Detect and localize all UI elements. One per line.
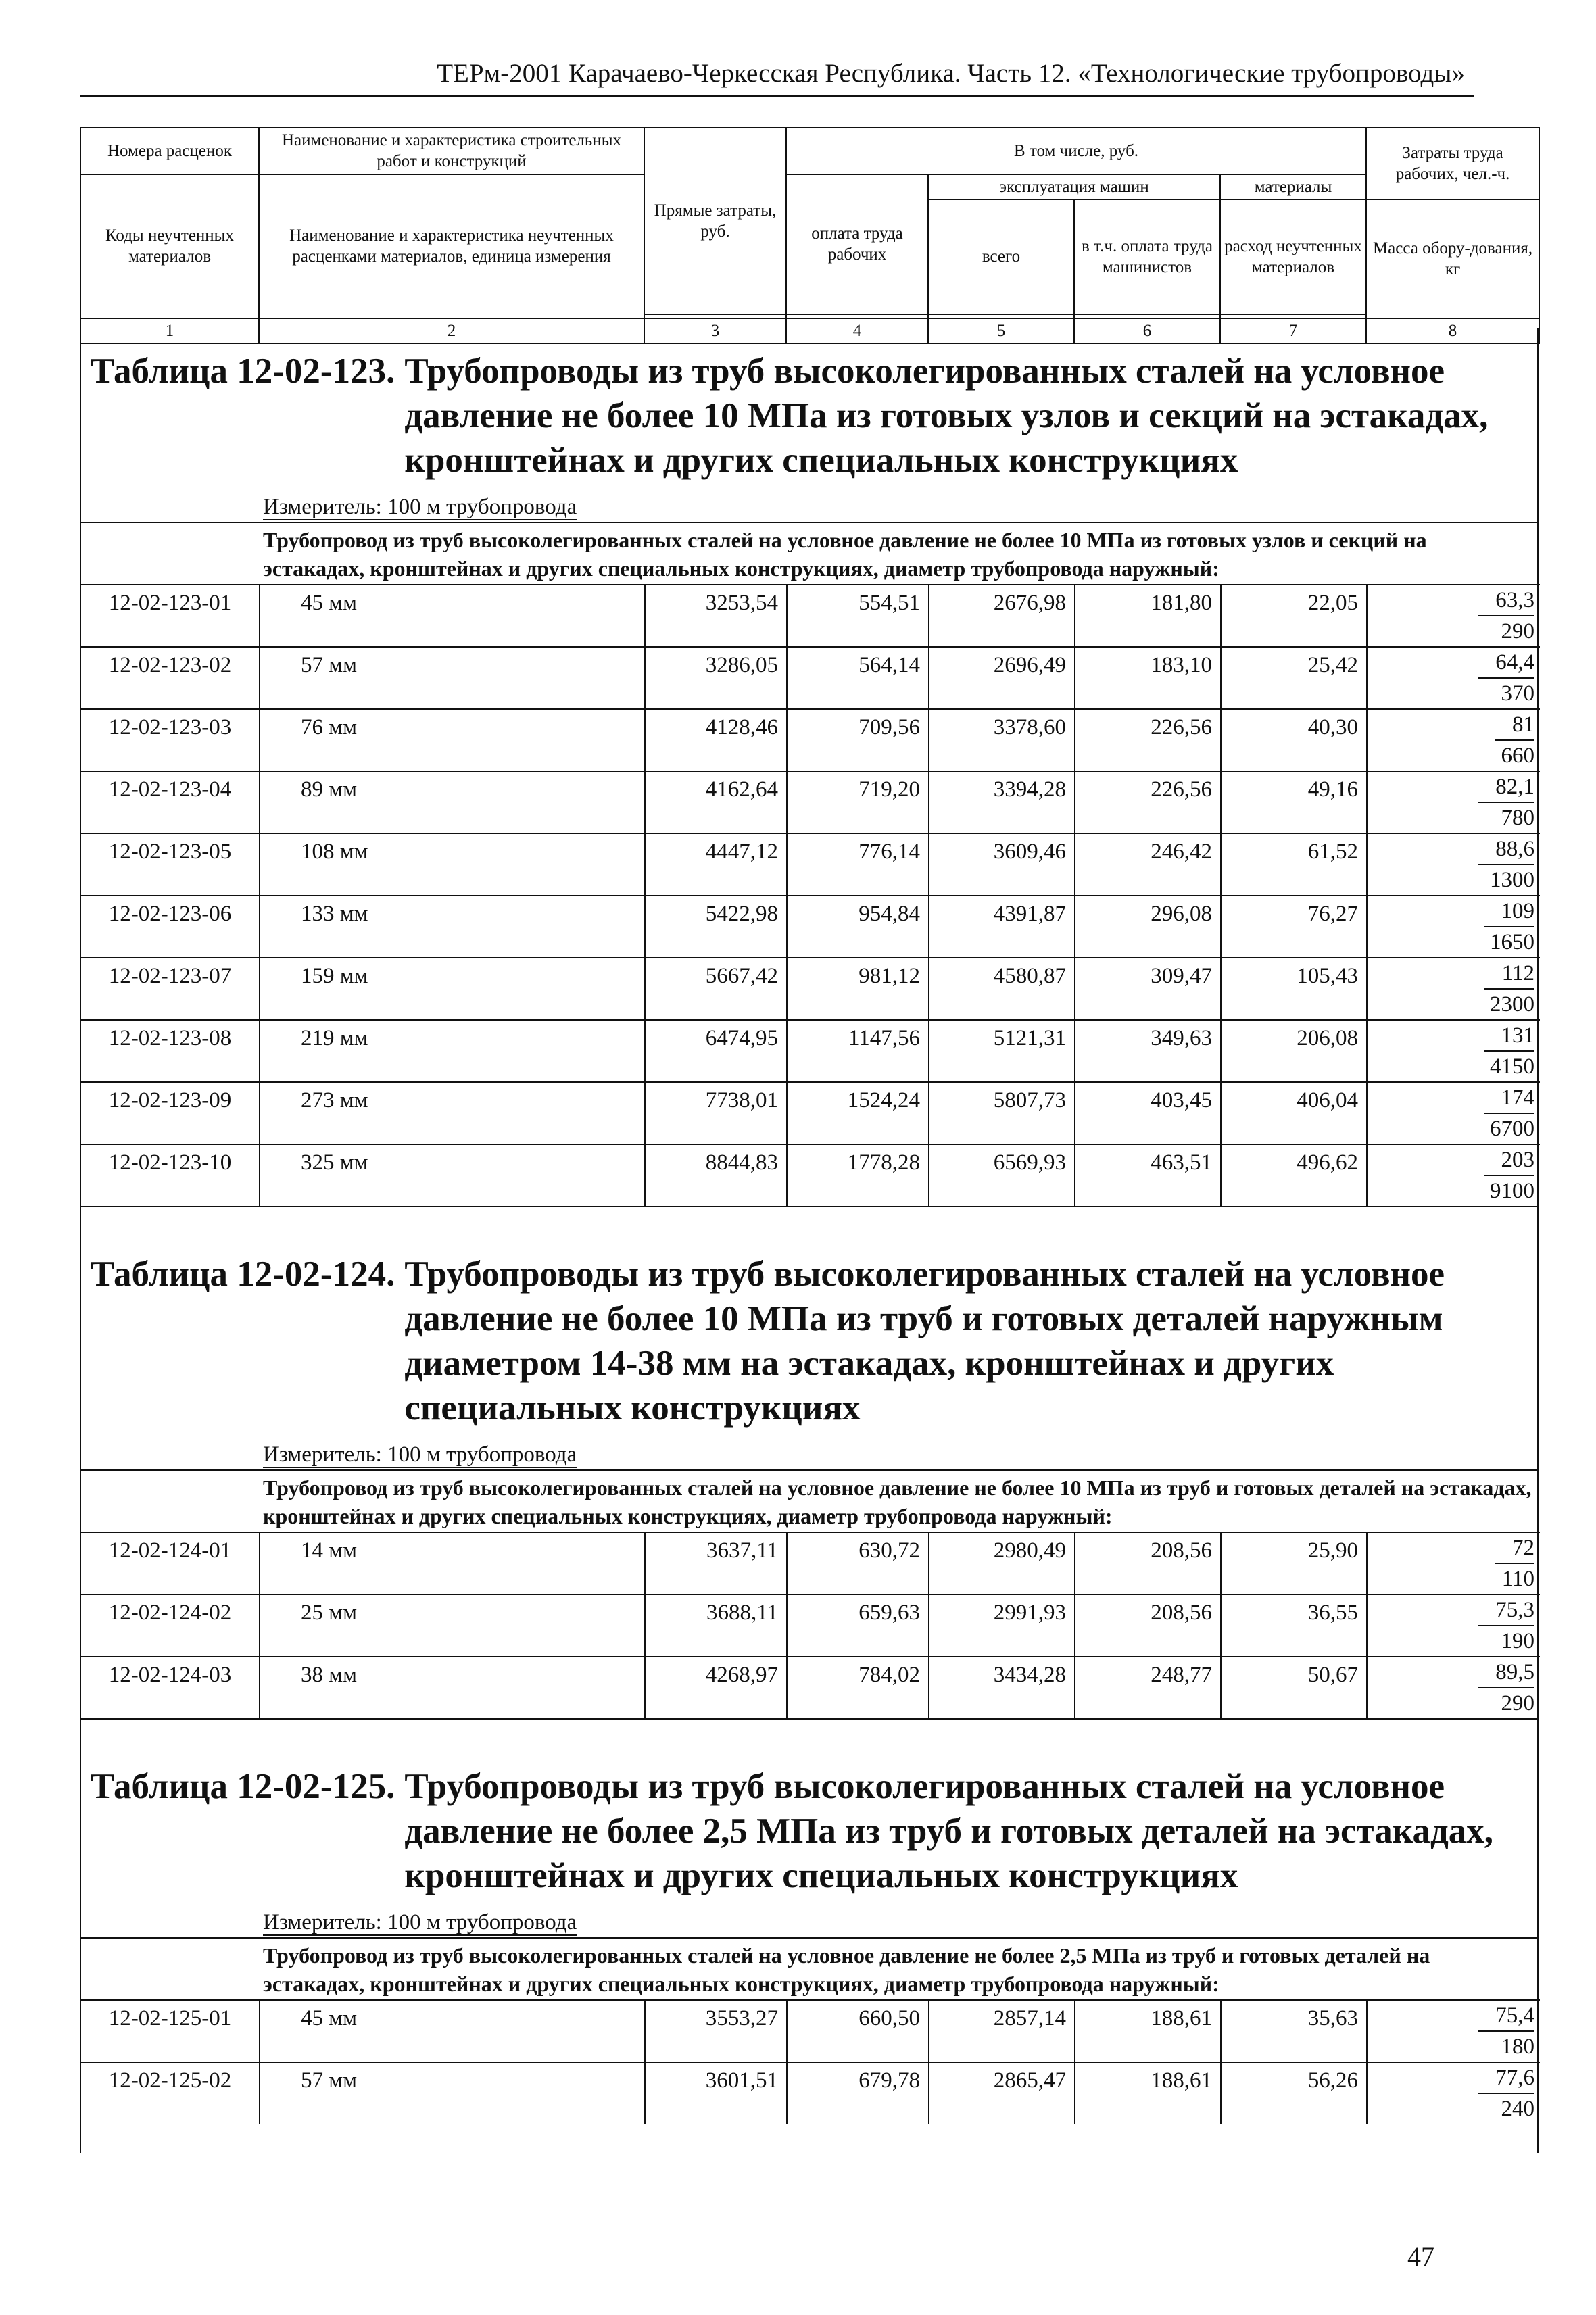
cell-materials: 105,43 bbox=[1221, 958, 1367, 1020]
cell-materials: 49,16 bbox=[1221, 771, 1367, 833]
labor-value: 75,3 bbox=[1478, 1595, 1534, 1626]
cell-wage: 1778,28 bbox=[787, 1144, 929, 1206]
table-description: Трубопровод из труб высоколегированных сталей на условное давление не более 10 МПа из готовых узлов и секций на эстакадах, кронштейнах и других специальных конструкциях, диаметр трубопровода наружный: bbox=[81, 522, 1537, 584]
labor-value: 109 bbox=[1484, 896, 1535, 927]
col-header-materials: материалы bbox=[1220, 174, 1366, 199]
cell-labor-mass bbox=[1367, 647, 1540, 709]
col-header-labor: Затраты труда рабочих, чел.-ч. bbox=[1366, 128, 1539, 199]
rate-code: 12-02-124-02 bbox=[81, 1594, 260, 1657]
cell-machines: 2980,49 bbox=[929, 1532, 1075, 1594]
cell-wage: 1147,56 bbox=[787, 1020, 929, 1082]
table-row bbox=[81, 833, 1540, 896]
cell-wage: 564,14 bbox=[787, 647, 929, 709]
cell-machinists: 188,61 bbox=[1075, 2000, 1221, 2062]
cell-direct: 4447,12 bbox=[645, 833, 787, 896]
mass-value: 1300 bbox=[1490, 868, 1534, 892]
mass-value: 660 bbox=[1501, 744, 1534, 768]
col-number: 8 bbox=[1366, 318, 1539, 343]
labor-value: 81 bbox=[1495, 710, 1534, 741]
table-row bbox=[81, 1082, 1540, 1144]
rate-table-section bbox=[81, 1718, 1537, 2124]
mass-value: 4150 bbox=[1490, 1054, 1534, 1079]
mass-value: 180 bbox=[1501, 2034, 1534, 2059]
table-row bbox=[81, 1144, 1540, 1206]
table-unit: Измеритель: 100 м трубопровода bbox=[263, 1910, 577, 1934]
rate-code: 12-02-125-01 bbox=[81, 2000, 260, 2062]
col-header-machines-total: всего bbox=[928, 199, 1074, 314]
table-number: Таблица 12-02-125. bbox=[91, 1767, 395, 1806]
table-number: Таблица 12-02-123. bbox=[91, 351, 395, 391]
col-header-name-materials: Наименование и характеристика неучтенных расценками материалов, единица измерения bbox=[259, 174, 644, 318]
col-number: 5 bbox=[928, 318, 1074, 343]
cell-materials: 496,62 bbox=[1221, 1144, 1367, 1206]
rate-code: 12-02-123-05 bbox=[81, 833, 260, 896]
col-header-name: Наименование и характеристика строительных работ и конструкций bbox=[259, 128, 644, 174]
table-row bbox=[81, 1020, 1540, 1082]
tables-content bbox=[80, 328, 1539, 2153]
rate-name: 89 мм bbox=[260, 771, 645, 833]
rate-code: 12-02-123-08 bbox=[81, 1020, 260, 1082]
cell-materials: 25,90 bbox=[1221, 1532, 1367, 1594]
table-unit: Измеритель: 100 м трубопровода bbox=[263, 495, 577, 519]
labor-value: 64,4 bbox=[1478, 648, 1534, 679]
rate-name: 14 мм bbox=[260, 1532, 645, 1594]
rates-table bbox=[81, 584, 1540, 1206]
section-divider bbox=[81, 1718, 1537, 1744]
mass-value: 290 bbox=[1501, 1691, 1534, 1715]
cell-direct: 5667,42 bbox=[645, 958, 787, 1020]
mass-value: 190 bbox=[1501, 1629, 1534, 1653]
cell-wage: 630,72 bbox=[787, 1532, 929, 1594]
cell-direct: 3688,11 bbox=[645, 1594, 787, 1657]
labor-value: 75,4 bbox=[1478, 2001, 1534, 2032]
cell-machinists: 246,42 bbox=[1075, 833, 1221, 896]
labor-value: 63,3 bbox=[1478, 585, 1534, 616]
rate-code: 12-02-124-03 bbox=[81, 1657, 260, 1718]
mass-value: 1650 bbox=[1490, 930, 1534, 954]
cell-wage: 981,12 bbox=[787, 958, 929, 1020]
table-row bbox=[81, 958, 1540, 1020]
rate-code: 12-02-123-04 bbox=[81, 771, 260, 833]
col-header-codes-materials: Коды неучтенных материалов bbox=[80, 174, 259, 318]
cell-labor-mass bbox=[1367, 833, 1540, 896]
cell-materials: 35,63 bbox=[1221, 2000, 1367, 2062]
rate-code: 12-02-123-02 bbox=[81, 647, 260, 709]
col-number: 1 bbox=[80, 318, 259, 343]
cell-labor-mass bbox=[1367, 2000, 1540, 2062]
cell-labor-mass bbox=[1367, 1532, 1540, 1594]
rate-code: 12-02-123-03 bbox=[81, 709, 260, 771]
cell-labor-mass bbox=[1367, 1020, 1540, 1082]
cell-machines: 6569,93 bbox=[929, 1144, 1075, 1206]
cell-wage: 554,51 bbox=[787, 585, 929, 647]
cell-machines: 4580,87 bbox=[929, 958, 1075, 1020]
table-row bbox=[81, 896, 1540, 958]
table-row bbox=[81, 709, 1540, 771]
cell-wage: 660,50 bbox=[787, 2000, 929, 2062]
cell-materials: 406,04 bbox=[1221, 1082, 1367, 1144]
cell-machinists: 403,45 bbox=[1075, 1082, 1221, 1144]
rates-table bbox=[81, 1532, 1540, 1718]
cell-machinists: 349,63 bbox=[1075, 1020, 1221, 1082]
col-header-codes: Номера расценок bbox=[80, 128, 259, 174]
table-row bbox=[81, 2000, 1540, 2062]
rate-table-section bbox=[81, 1206, 1537, 1718]
section-divider bbox=[81, 1206, 1537, 1232]
rate-name: 57 мм bbox=[260, 647, 645, 709]
cell-labor-mass bbox=[1367, 896, 1540, 958]
rate-name: 76 мм bbox=[260, 709, 645, 771]
rate-name: 273 мм bbox=[260, 1082, 645, 1144]
col-number: 6 bbox=[1074, 318, 1220, 343]
mass-value: 370 bbox=[1501, 681, 1534, 706]
table-row bbox=[81, 1594, 1540, 1657]
table-description: Трубопровод из труб высоколегированных сталей на условное давление не более 2,5 МПа из труб и готовых деталей на эстакадах, кронштейнах и других специальных конструкциях, диаметр трубопровода наружный: bbox=[81, 1937, 1537, 1999]
col-header-materials-consumption: расход неучтенных материалов bbox=[1220, 199, 1366, 314]
mass-value: 110 bbox=[1501, 1567, 1534, 1591]
cell-machinists: 183,10 bbox=[1075, 647, 1221, 709]
rate-name: 108 мм bbox=[260, 833, 645, 896]
cell-direct: 4162,64 bbox=[645, 771, 787, 833]
mass-value: 6700 bbox=[1490, 1117, 1534, 1141]
col-header-mass: Масса обору-дования, кг bbox=[1366, 199, 1539, 318]
labor-value: 89,5 bbox=[1478, 1657, 1534, 1688]
rate-name: 219 мм bbox=[260, 1020, 645, 1082]
cell-machinists: 188,61 bbox=[1075, 2062, 1221, 2124]
rate-name: 45 мм bbox=[260, 585, 645, 647]
col-header-wage: оплата труда рабочих bbox=[786, 174, 928, 314]
cell-machines: 2857,14 bbox=[929, 2000, 1075, 2062]
rate-name: 57 мм bbox=[260, 2062, 645, 2124]
cell-direct: 3553,27 bbox=[645, 2000, 787, 2062]
cell-labor-mass bbox=[1367, 585, 1540, 647]
cell-materials: 36,55 bbox=[1221, 1594, 1367, 1657]
cell-labor-mass bbox=[1367, 2062, 1540, 2124]
cell-labor-mass bbox=[1367, 958, 1540, 1020]
mass-value: 2300 bbox=[1490, 992, 1534, 1017]
cell-wage: 784,02 bbox=[787, 1657, 929, 1718]
table-row bbox=[81, 647, 1540, 709]
cell-machines: 3394,28 bbox=[929, 771, 1075, 833]
cell-machines: 2991,93 bbox=[929, 1594, 1075, 1657]
labor-value: 88,6 bbox=[1478, 834, 1534, 865]
labor-value: 82,1 bbox=[1478, 772, 1534, 803]
cell-machinists: 248,77 bbox=[1075, 1657, 1221, 1718]
table-title-text: Трубопроводы из труб высоколегированных сталей на условное давление не более 10 МПа из труб и готовых деталей наружным диаметром 14-38 мм на эстакадах, кронштейнах и других специальных конструкциях bbox=[404, 1254, 1445, 1428]
cell-direct: 4268,97 bbox=[645, 1657, 787, 1718]
labor-value: 203 bbox=[1484, 1145, 1535, 1176]
cell-machinists: 226,56 bbox=[1075, 771, 1221, 833]
cell-machines: 4391,87 bbox=[929, 896, 1075, 958]
cell-wage: 659,63 bbox=[787, 1594, 929, 1657]
cell-materials: 50,67 bbox=[1221, 1657, 1367, 1718]
cell-materials: 22,05 bbox=[1221, 585, 1367, 647]
rate-table-section bbox=[81, 328, 1537, 1206]
cell-machinists: 208,56 bbox=[1075, 1532, 1221, 1594]
cell-wage: 709,56 bbox=[787, 709, 929, 771]
cell-machinists: 208,56 bbox=[1075, 1594, 1221, 1657]
cell-machines: 2676,98 bbox=[929, 585, 1075, 647]
table-row bbox=[81, 2062, 1540, 2124]
table-description: Трубопровод из труб высоколегированных сталей на условное давление не более 10 МПа из труб и готовых деталей на эстакадах, кронштейнах и других специальных конструкциях, диаметр трубопровода наружный: bbox=[81, 1469, 1537, 1532]
cell-direct: 7738,01 bbox=[645, 1082, 787, 1144]
rate-code: 12-02-125-02 bbox=[81, 2062, 260, 2124]
labor-value: 174 bbox=[1484, 1083, 1535, 1114]
rate-code: 12-02-123-07 bbox=[81, 958, 260, 1020]
cell-materials: 40,30 bbox=[1221, 709, 1367, 771]
col-number: 3 bbox=[644, 318, 786, 343]
labor-value: 77,6 bbox=[1478, 2063, 1534, 2094]
table-row bbox=[81, 1657, 1540, 1718]
mass-value: 9100 bbox=[1490, 1179, 1534, 1203]
rate-code: 12-02-123-09 bbox=[81, 1082, 260, 1144]
column-header-table bbox=[80, 127, 1540, 344]
rate-name: 325 мм bbox=[260, 1144, 645, 1206]
cell-materials: 206,08 bbox=[1221, 1020, 1367, 1082]
cell-machines: 3609,46 bbox=[929, 833, 1075, 896]
table-title-text: Трубопроводы из труб высоколегированных сталей на условное давление не более 2,5 МПа из труб и готовых деталей на эстакадах, кронштейнах и других специальных конструкциях bbox=[404, 1767, 1494, 1895]
cell-direct: 3601,51 bbox=[645, 2062, 787, 2124]
cell-direct: 4128,46 bbox=[645, 709, 787, 771]
cell-wage: 776,14 bbox=[787, 833, 929, 896]
cell-direct: 3637,11 bbox=[645, 1532, 787, 1594]
col-header-direct: Прямые затраты, руб. bbox=[644, 128, 786, 314]
cell-materials: 61,52 bbox=[1221, 833, 1367, 896]
table-row bbox=[81, 771, 1540, 833]
cell-machinists: 296,08 bbox=[1075, 896, 1221, 958]
table-title bbox=[81, 1232, 1537, 1440]
cell-machines: 3378,60 bbox=[929, 709, 1075, 771]
cell-machines: 3434,28 bbox=[929, 1657, 1075, 1718]
col-number: 4 bbox=[786, 318, 928, 343]
labor-value: 131 bbox=[1484, 1021, 1535, 1052]
table-row bbox=[81, 585, 1540, 647]
col-header-machinists: в т.ч. оплата труда машинистов bbox=[1074, 199, 1220, 314]
cell-direct: 8844,83 bbox=[645, 1144, 787, 1206]
rates-table bbox=[81, 1999, 1540, 2124]
cell-materials: 56,26 bbox=[1221, 2062, 1367, 2124]
cell-wage: 1524,24 bbox=[787, 1082, 929, 1144]
table-title-text: Трубопроводы из труб высоколегированных сталей на условное давление не более 10 МПа из готовых узлов и секций на эстакадах, кронштейнах и других специальных конструкциях bbox=[404, 351, 1489, 480]
cell-direct: 3253,54 bbox=[645, 585, 787, 647]
rate-code: 12-02-123-01 bbox=[81, 585, 260, 647]
cell-machines: 2696,49 bbox=[929, 647, 1075, 709]
mass-value: 240 bbox=[1501, 2097, 1534, 2121]
cell-machinists: 181,80 bbox=[1075, 585, 1221, 647]
page-header: ТЕРм-2001 Карачаево-Черкесская Республика. Часть 12. «Технологические трубопроводы» bbox=[80, 58, 1474, 97]
cell-direct: 3286,05 bbox=[645, 647, 787, 709]
labor-value: 112 bbox=[1484, 958, 1534, 990]
cell-labor-mass bbox=[1367, 709, 1540, 771]
col-number: 7 bbox=[1220, 318, 1366, 343]
page-number: 47 bbox=[1407, 2241, 1434, 2272]
cell-labor-mass bbox=[1367, 1082, 1540, 1144]
cell-machinists: 309,47 bbox=[1075, 958, 1221, 1020]
cell-materials: 76,27 bbox=[1221, 896, 1367, 958]
table-title bbox=[81, 328, 1537, 492]
rate-code: 12-02-123-06 bbox=[81, 896, 260, 958]
cell-wage: 719,20 bbox=[787, 771, 929, 833]
cell-machines: 5807,73 bbox=[929, 1082, 1075, 1144]
table-row bbox=[81, 1532, 1540, 1594]
cell-direct: 6474,95 bbox=[645, 1020, 787, 1082]
table-number: Таблица 12-02-124. bbox=[91, 1254, 395, 1294]
mass-value: 780 bbox=[1501, 806, 1534, 830]
col-header-group: В том числе, руб. bbox=[786, 128, 1366, 174]
cell-labor-mass bbox=[1367, 771, 1540, 833]
rate-code: 12-02-123-10 bbox=[81, 1144, 260, 1206]
cell-materials: 25,42 bbox=[1221, 647, 1367, 709]
rate-name: 45 мм bbox=[260, 2000, 645, 2062]
labor-value: 72 bbox=[1495, 1533, 1534, 1564]
cell-labor-mass bbox=[1367, 1594, 1540, 1657]
cell-machinists: 463,51 bbox=[1075, 1144, 1221, 1206]
rate-code: 12-02-124-01 bbox=[81, 1532, 260, 1594]
col-number: 2 bbox=[259, 318, 644, 343]
mass-value: 290 bbox=[1501, 619, 1534, 643]
cell-machinists: 226,56 bbox=[1075, 709, 1221, 771]
rate-name: 25 мм bbox=[260, 1594, 645, 1657]
cell-labor-mass bbox=[1367, 1657, 1540, 1718]
cell-wage: 679,78 bbox=[787, 2062, 929, 2124]
cell-labor-mass bbox=[1367, 1144, 1540, 1206]
rate-name: 133 мм bbox=[260, 896, 645, 958]
table-title bbox=[81, 1744, 1537, 1907]
rate-name: 159 мм bbox=[260, 958, 645, 1020]
cell-machines: 2865,47 bbox=[929, 2062, 1075, 2124]
cell-direct: 5422,98 bbox=[645, 896, 787, 958]
table-unit: Измеритель: 100 м трубопровода bbox=[263, 1442, 577, 1467]
cell-machines: 5121,31 bbox=[929, 1020, 1075, 1082]
cell-wage: 954,84 bbox=[787, 896, 929, 958]
col-header-machines: эксплуатация машин bbox=[928, 174, 1220, 199]
rate-name: 38 мм bbox=[260, 1657, 645, 1718]
